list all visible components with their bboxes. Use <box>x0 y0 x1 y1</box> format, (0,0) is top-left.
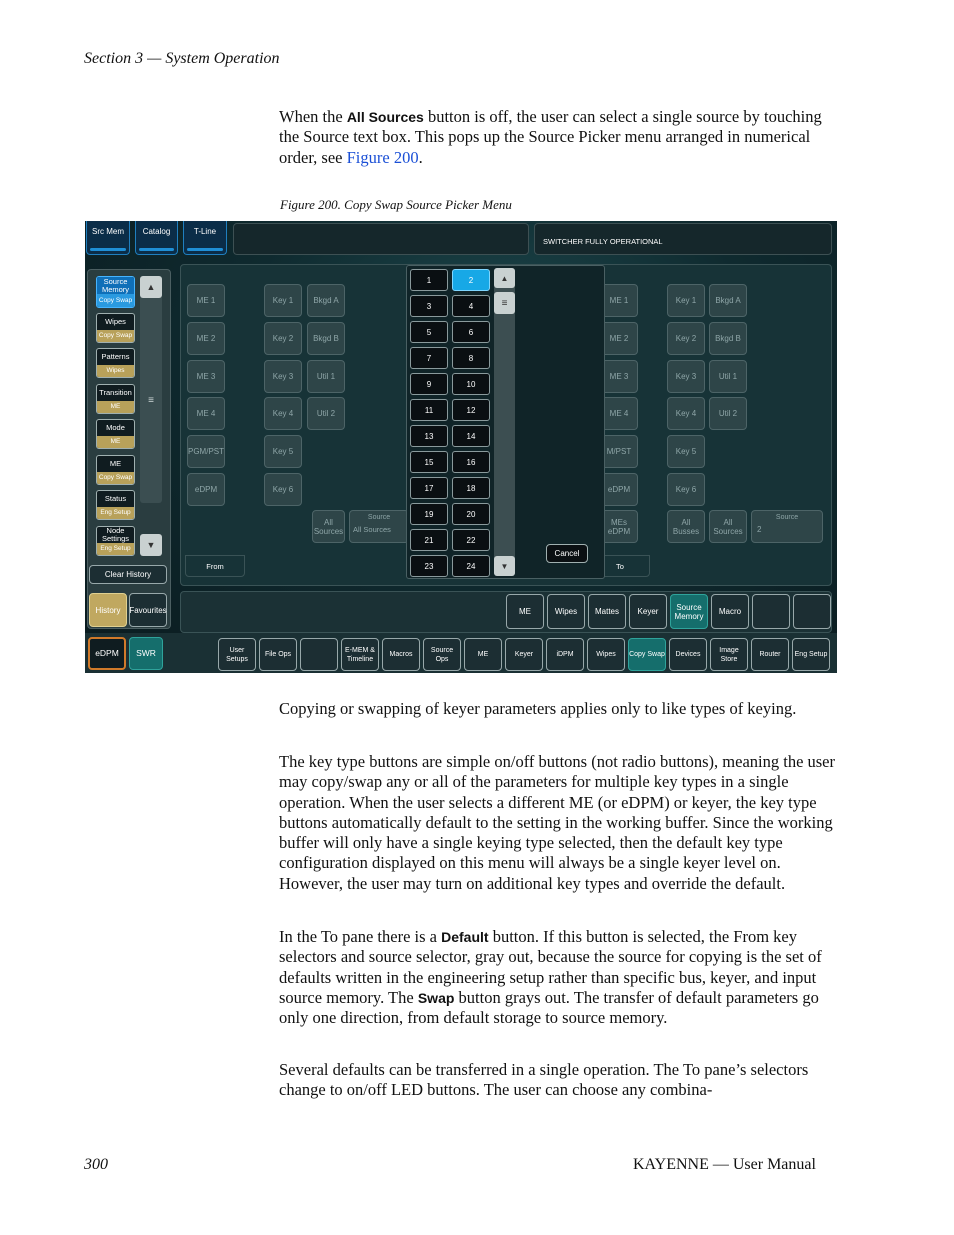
keyer-copy-paragraph: Copying or swapping of keyer parameters applies only to like types of keying. <box>279 699 797 718</box>
picker-source-24[interactable]: 24 <box>452 555 490 577</box>
picker-source-6[interactable]: 6 <box>452 321 490 343</box>
swr-button[interactable]: SWR <box>129 637 163 670</box>
picker-source-8[interactable]: 8 <box>452 347 490 369</box>
picker-source-19[interactable]: 19 <box>410 503 448 525</box>
picker-source-10[interactable]: 10 <box>452 373 490 395</box>
bottom-tab-image-store[interactable]: Image Store <box>710 638 748 671</box>
picker-source-3[interactable]: 3 <box>410 295 448 317</box>
to-key6-button[interactable]: Key 6 <box>667 473 705 506</box>
to-key1-button[interactable]: Key 1 <box>667 284 705 317</box>
from-key1-button[interactable]: Key 1 <box>264 284 302 317</box>
from-edpm-button[interactable]: eDPM <box>187 473 225 506</box>
to-pane-label: To <box>590 555 650 577</box>
to-me4-button[interactable]: ME 4 <box>600 397 638 430</box>
bottom-tab-me[interactable]: ME <box>464 638 502 671</box>
key-type-paragraph: The key type buttons are simple on/off buttons (not radio buttons), meaning the user may copy/swap any or all of the parameters for multiple key types in a single operation. When the user selects a different ME (or eDPM) or keyer, the key type buttons automatically default to the setting in the working buffer. Since the working buffer will only have a single keying type selected, then the default key type configuration displayed on this menu will always be a single keyer level on. However, the user may turn on additional key types and override the default. <box>279 752 836 893</box>
bottom-tab-eng-setup[interactable]: Eng Setup <box>792 638 830 671</box>
to-edpm-button[interactable]: eDPM <box>600 473 638 506</box>
figure-link[interactable]: Figure 200 <box>346 147 419 167</box>
picker-scroll-up-icon[interactable]: ▲ <box>494 268 515 288</box>
to-key3-button[interactable]: Key 3 <box>667 360 705 393</box>
side-mode[interactable]: Mode ME <box>96 419 135 449</box>
copy-swap-screenshot <box>85 221 837 673</box>
bottom-tab-file-ops[interactable]: File Ops <box>259 638 297 671</box>
side-scroll-thumb-icon[interactable]: ≡ <box>148 394 154 406</box>
default-button-paragraph: In the To pane there is a Default button. If this button is selected, the From key selectors and source selector, gray out, because the source for copying is the set of defaults written in the engineering setup rather than specific bus, keyer, and input source memory. The Swap button grays out. The transfer of default parameters go only one direction, from default storage to source memory. <box>279 927 822 1028</box>
picker-source-9[interactable]: 9 <box>410 373 448 395</box>
to-key5-button[interactable]: Key 5 <box>667 435 705 468</box>
bottom-tab-wipes[interactable]: Wipes <box>587 638 625 671</box>
side-wipes[interactable]: Wipes Copy Swap <box>96 313 135 343</box>
sub-tab-blank-1[interactable] <box>752 594 790 629</box>
to-mes-edpm-button[interactable]: MEs eDPM <box>600 510 638 543</box>
cancel-button[interactable]: Cancel <box>546 544 588 563</box>
picker-scrollbar[interactable] <box>494 268 515 576</box>
side-patterns[interactable]: Patterns Wipes <box>96 348 135 378</box>
side-source-memory[interactable]: Source Memory Copy Swap <box>96 276 135 308</box>
picker-source-21[interactable]: 21 <box>410 529 448 551</box>
sub-tab-keyer[interactable]: Keyer <box>629 594 667 629</box>
several-defaults-paragraph: Several defaults can be transferred in a single operation. The To pane’s selectors change to on/off LED buttons. The user can choose any combina- <box>279 1060 809 1100</box>
picker-source-18[interactable]: 18 <box>452 477 490 499</box>
bottom-tab-e-mem-timeline[interactable]: E-MEM & Timeline <box>341 638 379 671</box>
picker-scroll-down-icon[interactable]: ▼ <box>494 556 515 576</box>
bottom-tab-router[interactable]: Router <box>751 638 789 671</box>
picker-scroll-thumb-icon[interactable]: ≡ <box>494 292 515 314</box>
history-button[interactable]: History <box>89 593 127 627</box>
picker-source-20[interactable]: 20 <box>452 503 490 525</box>
picker-source-7[interactable]: 7 <box>410 347 448 369</box>
from-util2-button[interactable]: Util 2 <box>307 397 345 430</box>
from-bkgd-a-button[interactable]: Bkgd A <box>307 284 345 317</box>
to-key4-button[interactable]: Key 4 <box>667 397 705 430</box>
from-util1-button[interactable]: Util 1 <box>307 360 345 393</box>
edpm-button[interactable]: eDPM <box>88 637 126 670</box>
side-transition[interactable]: Transition ME <box>96 384 135 414</box>
top-blank-field <box>233 223 529 255</box>
to-me1-button[interactable]: ME 1 <box>600 284 638 317</box>
page-number: 300 <box>84 1156 108 1173</box>
from-source-field[interactable]: Source All Sources <box>349 510 409 543</box>
to-me3-button[interactable]: ME 3 <box>600 360 638 393</box>
bottom-tab-blank[interactable] <box>300 638 338 671</box>
tab-src-mem[interactable]: Src Mem <box>86 221 130 255</box>
to-util2-button[interactable]: Util 2 <box>709 397 747 430</box>
picker-source-12[interactable]: 12 <box>452 399 490 421</box>
from-key6-button[interactable]: Key 6 <box>264 473 302 506</box>
side-scroll-down-icon[interactable]: ▼ <box>140 534 162 556</box>
figure-caption: Figure 200. Copy Swap Source Picker Menu <box>280 197 512 212</box>
to-bkgd-b-button[interactable]: Bkgd B <box>709 322 747 355</box>
picker-source-16[interactable]: 16 <box>452 451 490 473</box>
picker-source-5[interactable]: 5 <box>410 321 448 343</box>
bottom-tab-keyer[interactable]: Keyer <box>505 638 543 671</box>
bottom-tab-idpm[interactable]: iDPM <box>546 638 584 671</box>
sub-tab-source-memory[interactable]: Source Memory <box>670 594 708 629</box>
picker-source-17[interactable]: 17 <box>410 477 448 499</box>
from-key3-button[interactable]: Key 3 <box>264 360 302 393</box>
side-me[interactable]: ME Copy Swap <box>96 455 135 485</box>
picker-source-15[interactable]: 15 <box>410 451 448 473</box>
to-all-sources-button[interactable]: All Sources <box>709 510 747 543</box>
from-me1-button[interactable]: ME 1 <box>187 284 225 317</box>
bottom-tab-source-ops[interactable]: Source Ops <box>423 638 461 671</box>
side-node-settings[interactable]: Node Settings Eng Setup <box>96 526 135 556</box>
from-me3-button[interactable]: ME 3 <box>187 360 225 393</box>
from-pgm-pst-button[interactable]: PGM/PST <box>187 435 225 468</box>
side-status[interactable]: Status Eng Setup <box>96 490 135 520</box>
bottom-tab-devices[interactable]: Devices <box>669 638 707 671</box>
picker-source-14[interactable]: 14 <box>452 425 490 447</box>
to-source-field[interactable]: Source 2 <box>751 510 823 543</box>
sub-tab-wipes[interactable]: Wipes <box>547 594 585 629</box>
sub-tab-me[interactable]: ME <box>506 594 544 629</box>
picker-source-13[interactable]: 13 <box>410 425 448 447</box>
from-all-sources-button[interactable]: All Sources <box>312 510 345 543</box>
sub-tab-macro[interactable]: Macro <box>711 594 749 629</box>
favourites-button[interactable]: Favourites <box>129 593 167 627</box>
from-pane-label: From <box>185 555 245 577</box>
to-bkgd-a-button[interactable]: Bkgd A <box>709 284 747 317</box>
picker-source-11[interactable]: 11 <box>410 399 448 421</box>
from-bkgd-b-button[interactable]: Bkgd B <box>307 322 345 355</box>
status-bar: SWITCHER FULLY OPERATIONAL <box>534 223 832 255</box>
from-key4-button[interactable]: Key 4 <box>264 397 302 430</box>
picker-source-2[interactable]: 2 <box>452 269 490 291</box>
picker-source-23[interactable]: 23 <box>410 555 448 577</box>
picker-source-22[interactable]: 22 <box>452 529 490 551</box>
bottom-tab-copy-swap[interactable]: Copy Swap <box>628 638 666 671</box>
from-me2-button[interactable]: ME 2 <box>187 322 225 355</box>
from-me4-button[interactable]: ME 4 <box>187 397 225 430</box>
section-header: Section 3 — System Operation <box>84 50 280 67</box>
picker-source-1[interactable]: 1 <box>410 269 448 291</box>
sub-tab-blank-2[interactable] <box>793 594 831 629</box>
picker-source-4[interactable]: 4 <box>452 295 490 317</box>
bottom-tab-macros[interactable]: Macros <box>382 638 420 671</box>
sub-tab-mattes[interactable]: Mattes <box>588 594 626 629</box>
from-key5-button[interactable]: Key 5 <box>264 435 302 468</box>
side-scrollbar[interactable] <box>140 276 162 503</box>
to-pgm-pst-button[interactable]: M/PST <box>600 435 638 468</box>
to-me2-button[interactable]: ME 2 <box>600 322 638 355</box>
to-key2-button[interactable]: Key 2 <box>667 322 705 355</box>
tab-catalog[interactable]: Catalog <box>135 221 178 255</box>
manual-title: KAYENNE — User Manual <box>633 1156 816 1173</box>
clear-history-button[interactable]: Clear History <box>89 565 167 584</box>
to-util1-button[interactable]: Util 1 <box>709 360 747 393</box>
intro-paragraph: When the All Sources button is off, the user can select a single source by touching the Source text box. This pops up the Source Picker menu arranged in numerical order, see Figure 200. <box>279 107 822 167</box>
side-scroll-up-icon[interactable]: ▲ <box>140 276 162 298</box>
to-all-busses-button[interactable]: All Busses <box>667 510 705 543</box>
from-key2-button[interactable]: Key 2 <box>264 322 302 355</box>
tab-t-line[interactable]: T-Line <box>183 221 227 255</box>
bottom-tab-user-setups[interactable]: User Setups <box>218 638 256 671</box>
